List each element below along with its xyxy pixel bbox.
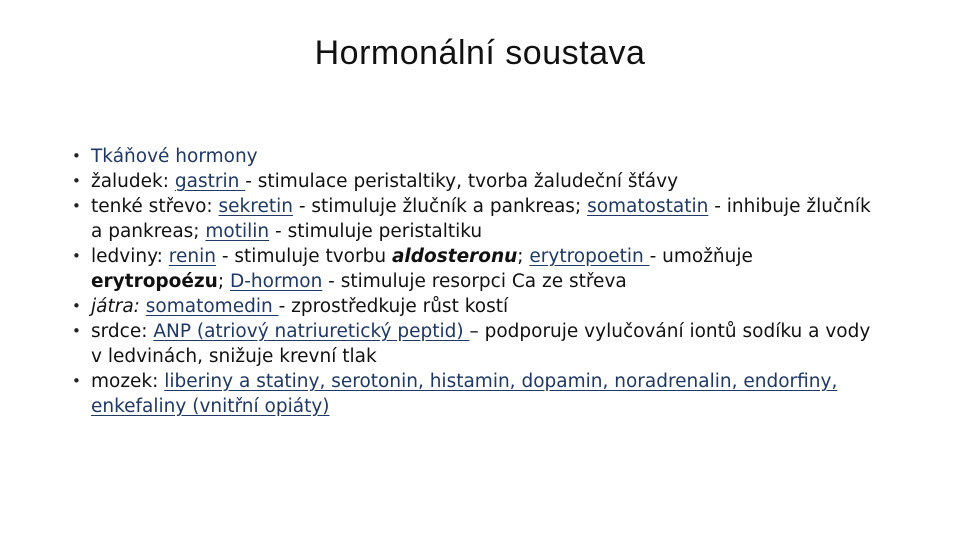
bullet-item-heart (72, 319, 872, 369)
hormone-link-gastrin[interactable]: gastrin (174, 171, 246, 192)
emphasis-aldosteronu: aldosteronu (391, 246, 518, 267)
bullet-icon: • (72, 247, 81, 265)
hormone-description: - stimuluje tvorbu (215, 246, 392, 267)
hormone-link-somatomedin[interactable]: somatomedin (145, 296, 279, 317)
organ-label: srdce: (91, 321, 154, 342)
separator-text: ; (217, 271, 230, 292)
bullet-item-small-intestine (72, 194, 872, 244)
bullet-icon: • (72, 297, 81, 315)
hormone-description: - zprostředkuje růst kostí (278, 296, 509, 317)
bullet-icon: • (72, 322, 81, 340)
hormone-description: - inhibuje žlučník a pankreas; (91, 196, 871, 242)
bullet-icon: • (72, 147, 81, 165)
hormone-link-sekretin[interactable]: sekretin (218, 196, 293, 217)
emphasis-erytropoezu: erytropoézu (91, 271, 218, 292)
hormone-link-erytropoetin[interactable]: erytropoetin (529, 246, 650, 267)
bullet-item-kidneys (72, 244, 872, 294)
hormone-description: - stimuluje resorpci Ca ze střeva (322, 271, 627, 292)
slide-title: Hormonální soustava (314, 34, 646, 72)
hormone-description: - stimulace peristaltiky, tvorba žaludeční šťávy (245, 171, 679, 192)
organ-label: žaludek: (91, 171, 175, 192)
bullet-item-stomach (72, 169, 872, 194)
bullet-list (72, 144, 872, 419)
hormone-description: - stimuluje žlučník a pankreas; (292, 196, 588, 217)
hormone-link-somatostatin[interactable]: somatostatin (587, 196, 709, 217)
hormone-link-brain-hormones[interactable]: liberiny a statiny, serotonin, histamin, dopamin, noradrenalin, endorfiny, enkefaliny (vnitřní opiáty) (91, 371, 838, 417)
organ-label: tenké střevo: (91, 196, 219, 217)
bullet-icon: • (72, 197, 81, 215)
bullet-icon: • (72, 172, 81, 190)
hormone-description: - stimuluje peristaltiku (269, 221, 483, 242)
bullet-item-tissue-hormones (72, 144, 872, 169)
hormone-link-renin[interactable]: renin (168, 246, 216, 267)
bullet-item-brain (72, 369, 872, 419)
hormone-link-motilin[interactable]: motilin (205, 221, 270, 242)
organ-label: ledviny: (91, 246, 169, 267)
organ-label: mozek: (91, 371, 165, 392)
bullet-item-liver (72, 294, 872, 319)
bullet-icon: • (72, 372, 81, 390)
separator-text: ; (517, 246, 530, 267)
hormone-link-anp[interactable]: ANP (atriový natriuretický peptid) (153, 321, 470, 342)
organ-label: játra: (91, 296, 146, 317)
bullet-heading: Tkáňové hormony (91, 146, 258, 167)
hormone-description: - umožňuje (649, 246, 753, 267)
hormone-link-d-hormon[interactable]: D-hormon (229, 271, 323, 292)
hormone-description: – podporuje vylučování iontů sodíku a vody v ledvinách, snižuje krevní tlak (91, 321, 871, 367)
